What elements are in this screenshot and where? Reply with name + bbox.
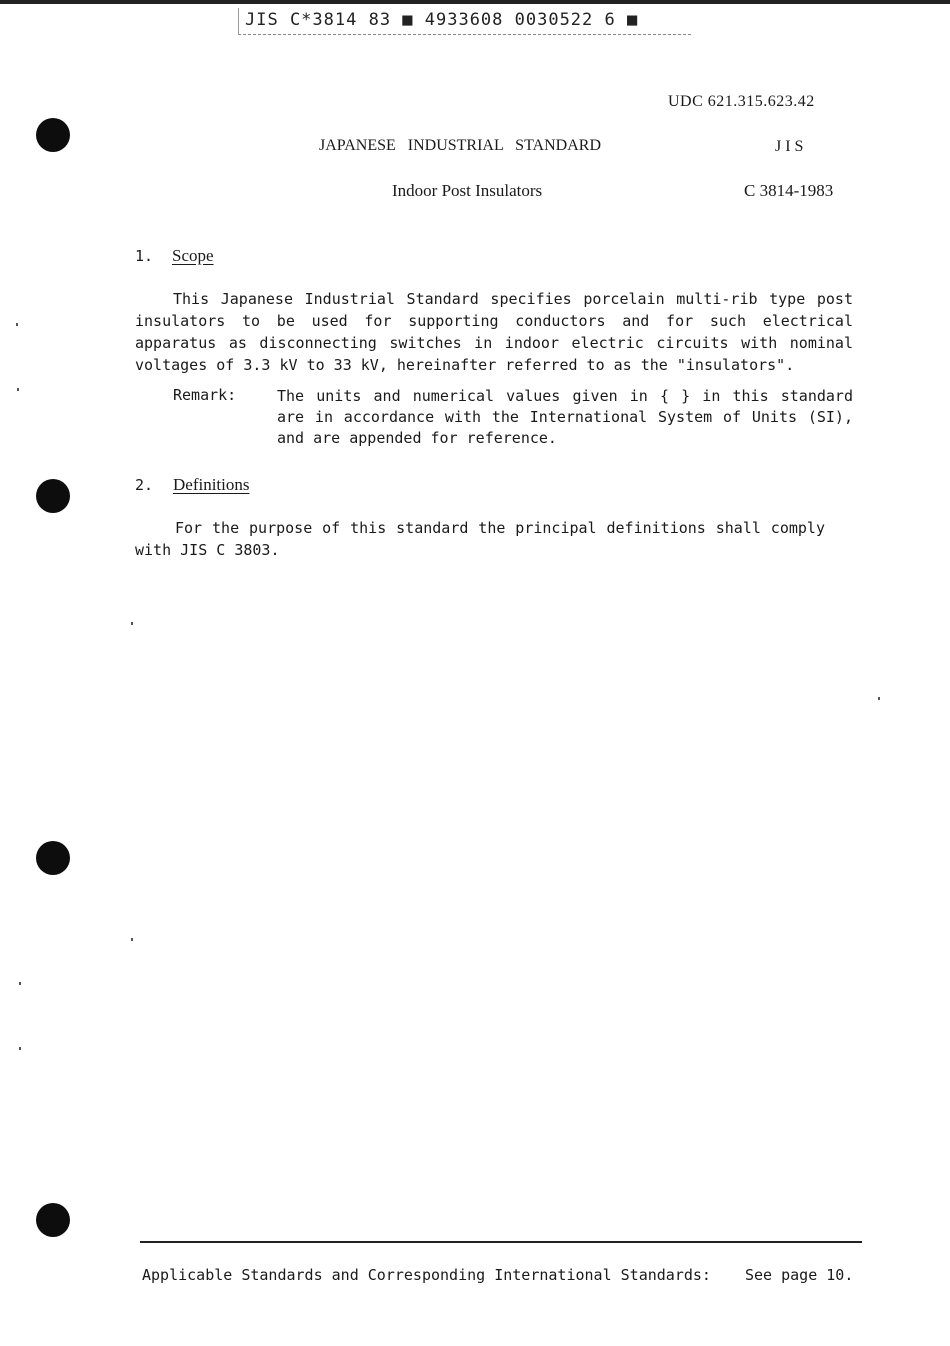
scan-speck <box>17 388 19 391</box>
punch-hole-icon <box>36 1203 70 1237</box>
document-title: Indoor Post Insulators <box>392 181 543 200</box>
scope-paragraph: This Japanese Industrial Standard specifies porcelain multi-rib type post insulators to be used for supporting conductors and for such electrical apparatus as disconnecting switches in indoor electric circuits with nominal voltages of 3.3 kV to 33 kV, hereinafter referred to as the "insulators". <box>135 290 853 374</box>
punch-hole-icon <box>36 118 70 152</box>
section-heading-scope: Scope <box>172 246 214 265</box>
document-number: C 3814-1983 <box>744 181 834 200</box>
punch-hole-icon <box>36 479 70 513</box>
scan-header-text: JIS C*3814 83 ■ 4933608 0030522 6 ■ <box>245 10 639 30</box>
section-number: 1. <box>135 247 154 265</box>
footer-page-reference: See page 10. <box>745 1266 854 1284</box>
scan-speck <box>878 697 880 700</box>
scan-speck <box>19 982 21 985</box>
udc-code: UDC 621.315.623.42 <box>668 93 815 110</box>
punch-hole-icon <box>36 841 70 875</box>
scan-speck <box>131 622 133 625</box>
section-heading-definitions: Definitions <box>173 475 250 494</box>
remark-text: The units and numerical values given in { } in this standard are in accordance with the International System of Units (SI), and are appended for reference. <box>277 387 853 447</box>
jis-mark: J I S <box>775 138 804 155</box>
top-border <box>0 0 950 4</box>
standard-name: JAPANESE INDUSTRIAL STANDARD <box>319 137 601 154</box>
definitions-paragraph: For the purpose of this standard the principal definitions shall comply with JIS C 3803. <box>135 519 825 559</box>
scan-speck <box>16 323 18 326</box>
section-number: 2. <box>135 476 154 494</box>
scan-speck <box>19 1047 21 1050</box>
scan-speck <box>131 938 133 941</box>
footer-rule <box>140 1241 862 1243</box>
remark-label: Remark: <box>173 386 237 404</box>
footer-label: Applicable Standards and Corresponding International Standards: <box>142 1266 711 1284</box>
scan-header-bar <box>238 8 691 35</box>
